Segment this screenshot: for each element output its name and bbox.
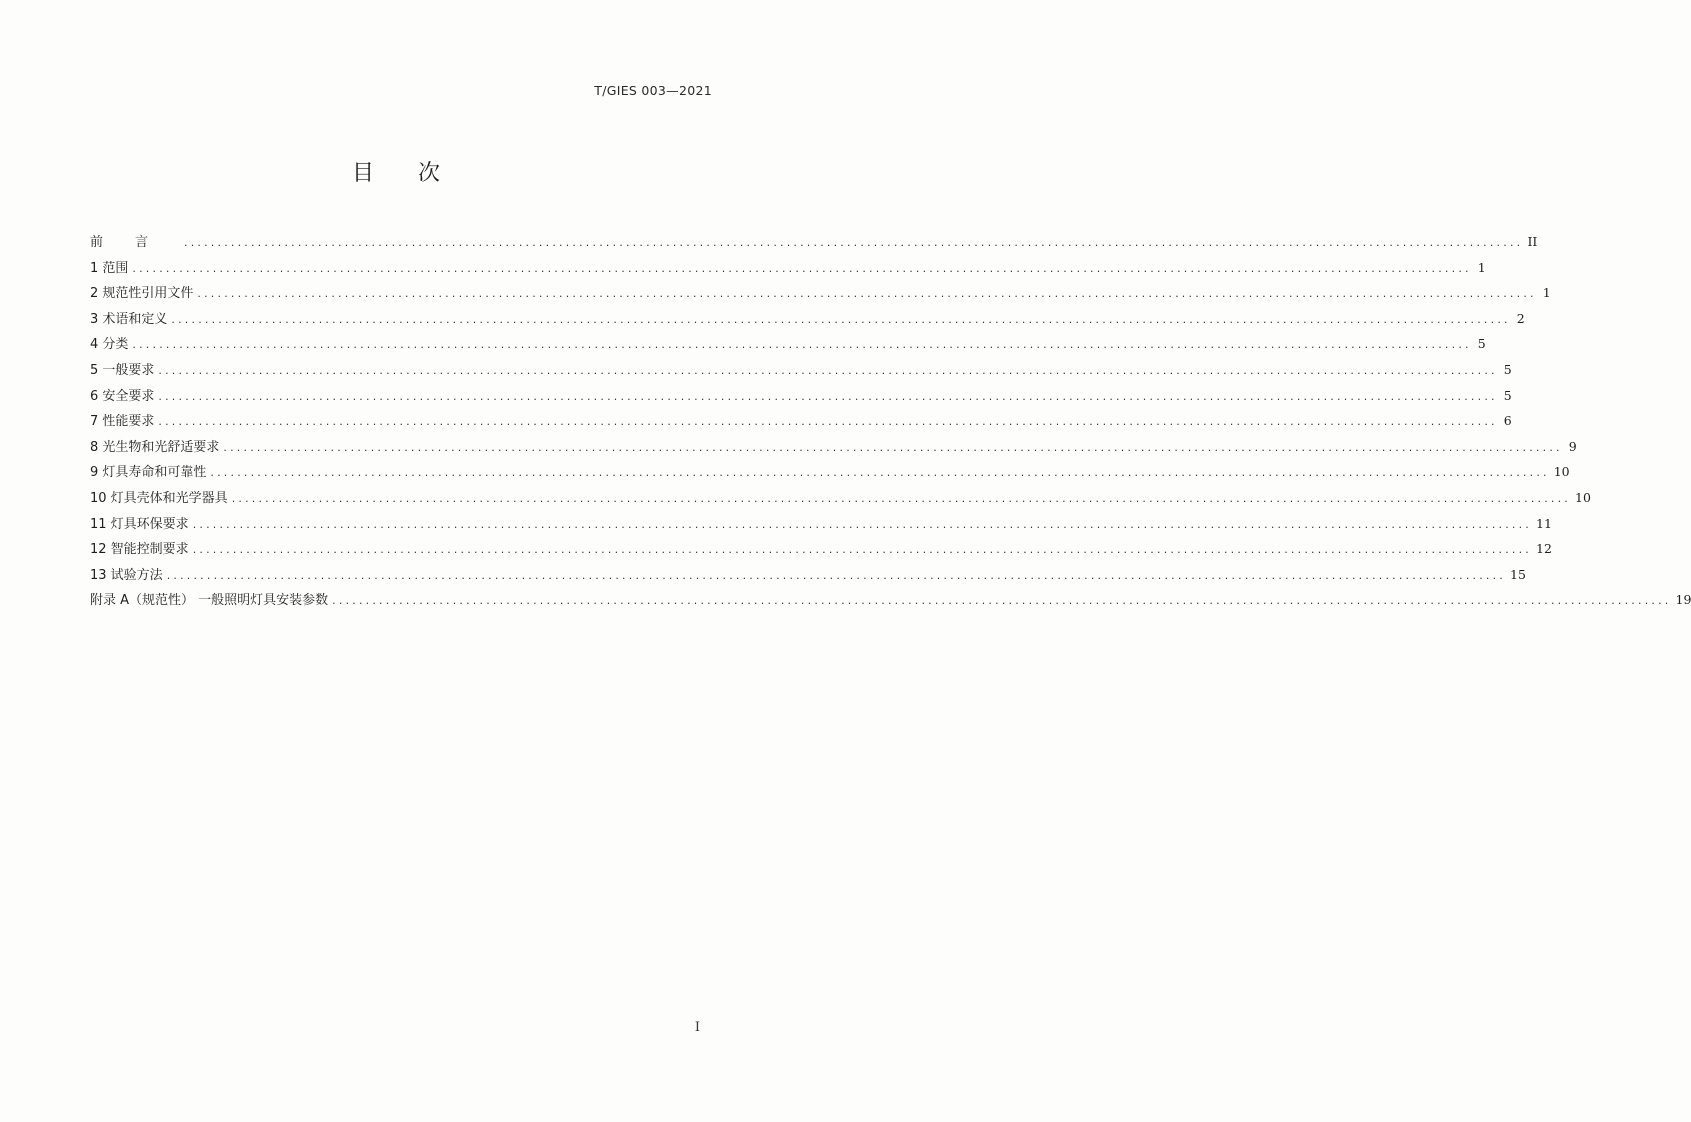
toc-entry[interactable] — [90, 357, 1512, 383]
toc-entry-label: 5 一般要求 — [90, 362, 155, 378]
toc-leader-dots: ........................................................................................................................................................................................................ — [171, 312, 1511, 326]
toc-entry-page: 6 — [1503, 413, 1512, 429]
toc-entry-label: 10 灯具壳体和光学器具 — [90, 490, 228, 506]
toc-entry[interactable] — [90, 562, 1526, 588]
toc-leader-dots: ........................................................................................................................................................................................................ — [184, 236, 1524, 249]
toc-entry[interactable] — [90, 408, 1512, 434]
toc-leader-dots: ........................................................................................................................................................................................................ — [132, 338, 1472, 352]
toc-leader-dots: ........................................................................................................................................................................................................ — [231, 491, 1572, 505]
toc-entry-page: 1 — [1542, 285, 1551, 301]
toc-entry-label: 3 术语和定义 — [90, 311, 168, 327]
toc-entry-label: 4 分类 — [90, 337, 129, 353]
toc-entry-page: 12 — [1536, 541, 1552, 557]
toc-leader-dots: ........................................................................................................................................................................................................ — [132, 261, 1472, 275]
toc-entry-label: 6 安全要求 — [90, 388, 155, 404]
toc-entry[interactable] — [90, 255, 1486, 281]
toc-leader-dots: ........................................................................................................................................................................................................ — [197, 287, 1537, 301]
toc-entry-label: 12 智能控制要求 — [90, 542, 189, 558]
toc-leader-dots: ........................................................................................................................................................................................................ — [192, 517, 1533, 531]
toc-entry[interactable] — [90, 485, 1591, 511]
toc-entry-page: 5 — [1477, 336, 1486, 352]
toc-entry-page: II — [1527, 234, 1538, 249]
toc-entry-page: 10 — [1575, 489, 1591, 505]
toc-entry-label: 附录 A（规范性） 一般照明灯具安装参数 — [90, 593, 329, 609]
toc-entry[interactable] — [90, 280, 1551, 306]
toc-entry-page: 1 — [1477, 259, 1486, 275]
toc-entry-label: 13 试验方法 — [90, 567, 163, 583]
toc-title: 目次 — [351, 161, 484, 186]
toc-leader-dots: ........................................................................................................................................................................................................ — [166, 568, 1507, 582]
toc-entry[interactable] — [90, 434, 1577, 460]
toc-entry-page: 9 — [1568, 438, 1577, 454]
toc-entry-page: 11 — [1536, 515, 1552, 531]
document-code: T/GIES 003—2021 — [594, 83, 712, 98]
toc-leader-dots: ........................................................................................................................................................................................................ — [158, 389, 1498, 403]
toc-entry-label: 9 灯具寿命和可靠性 — [90, 465, 207, 481]
toc-entry[interactable] — [90, 306, 1525, 332]
toc-entry-page: 5 — [1503, 361, 1512, 377]
toc-entry-label: 11 灯具环保要求 — [90, 516, 189, 532]
toc-leader-dots: ........................................................................................................................................................................................................ — [192, 543, 1533, 557]
toc-entry[interactable] — [90, 587, 1691, 613]
toc-leader-dots: ........................................................................................................................................................................................................ — [210, 466, 1550, 480]
toc-leader-dots: ........................................................................................................................................................................................................ — [332, 594, 1672, 608]
toc-entry-label: 1 范围 — [90, 260, 129, 276]
page-number: I — [694, 1020, 700, 1035]
toc-entry-label: 7 性能要求 — [90, 414, 155, 430]
toc-entry[interactable] — [90, 536, 1552, 562]
toc-entry-page: 2 — [1516, 310, 1525, 326]
toc-entry-label: 2 规范性引用文件 — [90, 286, 194, 302]
toc-entry[interactable] — [90, 331, 1486, 357]
toc-entry[interactable] — [90, 383, 1512, 409]
toc-leader-dots: ........................................................................................................................................................................................................ — [158, 363, 1498, 377]
toc-entry-page: 19 — [1675, 592, 1691, 608]
toc-leader-dots: ........................................................................................................................................................................................................ — [158, 415, 1498, 429]
toc-entry[interactable] — [90, 459, 1570, 485]
toc-leader-dots: ........................................................................................................................................................................................................ — [223, 440, 1563, 454]
toc-entry[interactable] — [90, 511, 1552, 537]
toc-entry-label: 前言 — [90, 235, 181, 250]
toc-entry-page: 10 — [1553, 464, 1570, 480]
toc-entry-page: 5 — [1503, 387, 1512, 403]
table-of-contents — [90, 229, 1691, 613]
toc-entry-label: 8 光生物和光舒适要求 — [90, 439, 220, 455]
toc-entry[interactable] — [90, 229, 1538, 255]
toc-entry-page: 15 — [1510, 566, 1526, 582]
